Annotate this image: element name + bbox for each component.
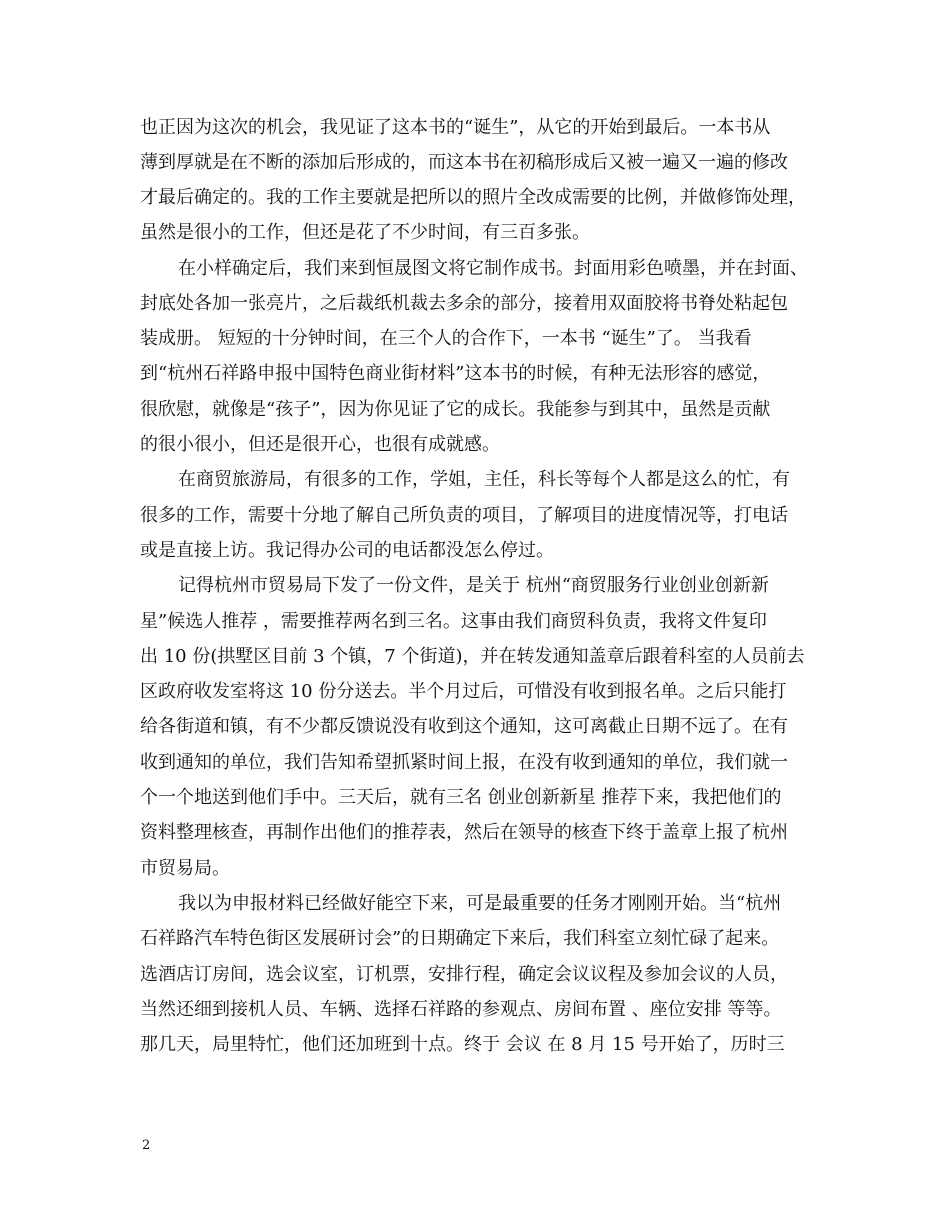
text-line: 才最后确定的。我的工作主要就是把所以的照片全改成需要的比例，并做修饰处理， xyxy=(140,187,806,208)
text-line: 也正因为这次的机会，我见证了这本书的“诞生”，从它的开始到最后。一本书从 xyxy=(140,117,771,138)
text-line: 石祥路汽车特色街区发展研讨会”的日期确定下来后，我们科室立刻忙碌了起来。 xyxy=(140,928,780,949)
text-line: 很欣慰，就像是“孩子”，因为你见证了它的成长。我能参与到其中，虽然是贡献 xyxy=(140,399,771,420)
text-line: 个一个地送到他们手中。三天后，就有三名 创业创新新星 推荐下来，我把他们的 xyxy=(140,787,782,808)
text-line-paragraph-start: 在小样确定后，我们来到恒晟图文将它制作成书。封面用彩色喷墨，并在封面、 xyxy=(178,258,808,279)
text-line-paragraph-start: 记得杭州市贸易局下发了一份文件，是关于 杭州“商贸服务行业创业创新新 xyxy=(178,575,769,596)
text-line: 给各街道和镇，有不少都反馈说没有收到这个通知，这可离截止日期不远了。在有 xyxy=(140,716,788,737)
text-line: 或是直接上访。我记得办公司的电话都没怎么停过。 xyxy=(140,540,554,561)
text-line: 虽然是很小的工作，但还是花了不少时间，有三百多张。 xyxy=(140,222,590,243)
text-line: 星”候选人推荐 ，需要推荐两名到三名。这事由我们商贸科负责，我将文件复印 xyxy=(140,611,767,632)
text-line: 装成册。 短短的十分钟时间，在三个人的合作下，一本书 “诞生”了。 当我看 xyxy=(140,328,752,349)
text-line-paragraph-start: 在商贸旅游局，有很多的工作，学姐，主任，科长等每个人都是这么的忙，有 xyxy=(178,469,790,490)
text-line: 到“杭州石祥路申报中国特色商业街材料”这本书的时候，有种无法形容的感觉， xyxy=(140,363,771,384)
text-line: 市贸易局。 xyxy=(140,858,230,879)
text-line: 区政府收发室将这 10 份分送去。半个月过后，可惜没有收到报名单。之后只能打 xyxy=(140,681,787,702)
text-line-paragraph-start: 我以为申报材料已经做好能空下来，可是最重要的任务才刚刚开始。当“杭州 xyxy=(178,893,782,914)
text-line: 那几天，局里特忙，他们还加班到十点。终于 会议 在 8 月 15 号开始了，历时三 xyxy=(140,1034,785,1055)
text-line: 当然还细到接机人员、车辆、选择石祥路的参观点、房间布置 、座位安排 等等。 xyxy=(140,999,782,1020)
text-line: 很多的工作，需要十分地了解自己所负责的项目，了解项目的进度情况等，打电话 xyxy=(140,505,788,526)
text-line: 收到通知的单位，我们告知希望抓紧时间上报，在没有收到通知的单位，我们就一 xyxy=(140,752,788,773)
text-line: 的很小很小，但还是很开心，也很有成就感。 xyxy=(140,434,500,455)
text-line: 出 10 份(拱墅区目前 3 个镇，7 个街道)，并在转发通知盖章后跟着科室的人员前去 xyxy=(140,646,805,667)
text-line: 封底处各加一张亮片，之后裁纸机裁去多余的部分，接着用双面胶将书脊处粘起包 xyxy=(140,293,788,314)
text-line: 资料整理核查，再制作出他们的推荐表，然后在领导的核查下终于盖章上报了杭州 xyxy=(140,822,788,843)
page-number: 2 xyxy=(142,1138,151,1153)
text-line: 选酒店订房间，选会议室，订机票，安排行程，确定会议议程及参加会议的人员， xyxy=(140,964,788,985)
text-line: 薄到厚就是在不断的添加后形成的，而这本书在初稿形成后又被一遍又一遍的修改 xyxy=(140,152,788,173)
